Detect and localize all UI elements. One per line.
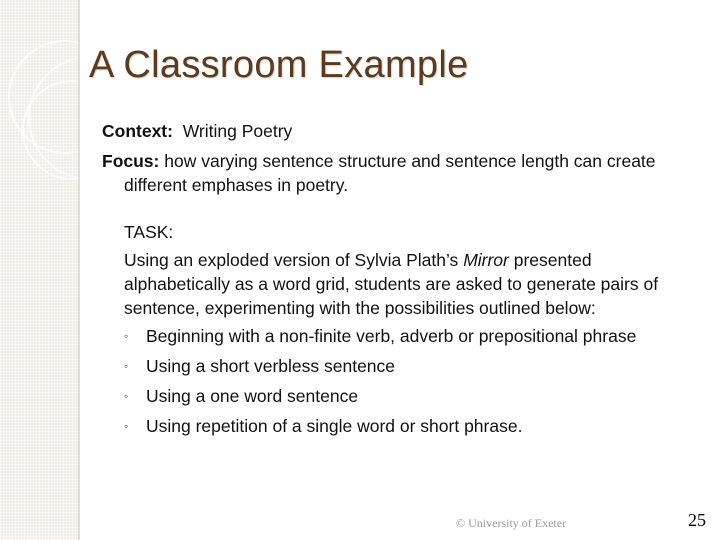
focus-value: how varying sentence structure and sentence length can create different emphases in poetry. xyxy=(124,151,656,195)
strip-divider xyxy=(78,0,80,540)
task-text-before: Using an exploded version of Sylvia Plath’s xyxy=(124,250,464,270)
list-item-text: Beginning with a non-finite verb, adverb or prepositional phrase xyxy=(146,326,637,346)
list-item-text: Using a short verbless sentence xyxy=(146,356,396,376)
task-block xyxy=(124,220,702,438)
list-item-text: Using repetition of a single word or short phrase. xyxy=(146,416,523,436)
page-number: 25 xyxy=(688,510,706,530)
list-item-text: Using a one word sentence xyxy=(146,386,359,406)
copyright-footer: © University of Exeter xyxy=(456,516,567,530)
context-value: Writing Poetry xyxy=(182,121,293,141)
task-description xyxy=(124,248,702,320)
list-item xyxy=(124,384,702,408)
task-text-after: presented alphabetically as a word grid, students are asked to generate pairs of sentence, experimenting with the possibilities outlined below: xyxy=(124,250,659,318)
context-line xyxy=(102,119,702,143)
context-label: Context: xyxy=(102,121,173,141)
task-label: TASK: xyxy=(124,222,174,242)
bullet-icon: ◦ xyxy=(124,329,129,343)
bullet-icon: ◦ xyxy=(124,359,129,373)
list-item xyxy=(124,354,702,378)
bullet-icon: ◦ xyxy=(124,389,129,403)
focus-line xyxy=(102,149,702,197)
focus-label: Focus: xyxy=(102,151,160,171)
bullet-list xyxy=(124,324,702,438)
decorative-left-strip xyxy=(0,0,78,540)
poem-title: Mirror xyxy=(463,250,509,270)
list-item xyxy=(124,324,702,348)
bullet-icon: ◦ xyxy=(124,419,129,433)
slide-body xyxy=(102,119,702,438)
list-item xyxy=(124,414,702,438)
slide-title: A Classroom Example xyxy=(89,44,469,86)
